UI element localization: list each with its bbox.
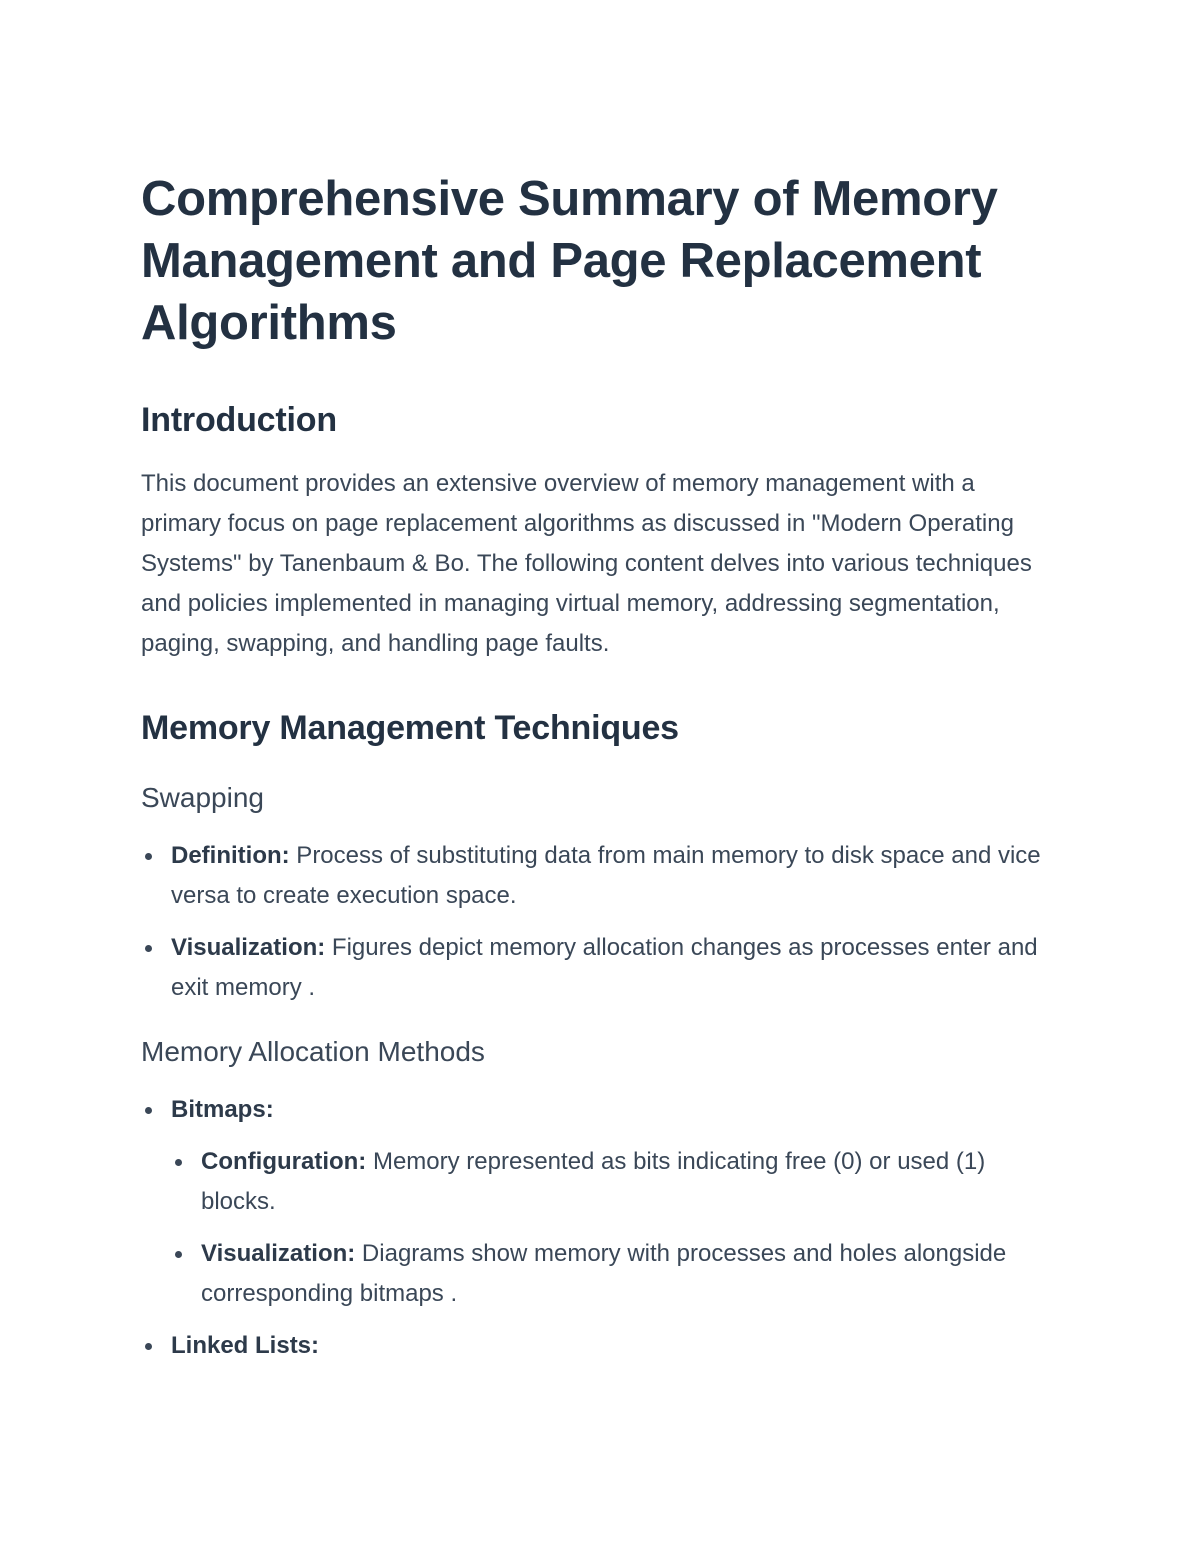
swapping-list (141, 836, 1051, 1008)
list-item-bitmaps (141, 1090, 1051, 1314)
item-text: Memory represented as bits indicating free (0) or used (1) blocks. (201, 1148, 986, 1215)
list-item (141, 928, 1051, 1008)
list-item (141, 836, 1051, 916)
allocation-list (141, 1090, 1051, 1366)
bullet-icon (175, 1251, 182, 1258)
item-text: Figures depict memory allocation changes as processes enter and exit memory . (171, 934, 1038, 1001)
bullet-icon (145, 853, 152, 860)
item-label: Visualization: (171, 934, 326, 961)
bitmaps-sublist (171, 1142, 1051, 1314)
document-page (141, 160, 1051, 1366)
item-label: Visualization: (201, 1240, 356, 1267)
list-item-linked-lists (141, 1326, 1051, 1366)
allocation-heading: Memory Allocation Methods (141, 1036, 485, 1067)
item-label: Definition: (171, 842, 290, 869)
item-label: Configuration: (201, 1148, 367, 1175)
bullet-icon (145, 945, 152, 952)
list-item (171, 1142, 1051, 1222)
introduction-heading: Introduction (141, 401, 337, 439)
techniques-heading: Memory Management Techniques (141, 709, 679, 747)
list-item (171, 1234, 1051, 1314)
bullet-icon (175, 1159, 182, 1166)
item-text: Process of substituting data from main memory to disk space and vice versa to create execution space. (171, 842, 1041, 909)
bullet-icon (145, 1107, 152, 1114)
item-text: Diagrams show memory with processes and holes alongside corresponding bitmaps . (201, 1240, 1007, 1307)
swapping-heading: Swapping (141, 782, 264, 813)
bullet-icon (145, 1343, 152, 1350)
introduction-paragraph: This document provides an extensive overview of memory management with a primary focus on page replacement algorithms as discussed in "Modern Operating Systems" by Tanenbaum & Bo. The following content delves into various techniques and policies implemented in managing virtual memory, addressing segmentation, paging, swapping, and handling page faults. (141, 470, 1032, 657)
document-title: Comprehensive Summary of Memory Management and Page Replacement Algorithms (141, 172, 998, 350)
item-label: Linked Lists: (171, 1332, 320, 1359)
item-label: Bitmaps: (171, 1096, 274, 1123)
